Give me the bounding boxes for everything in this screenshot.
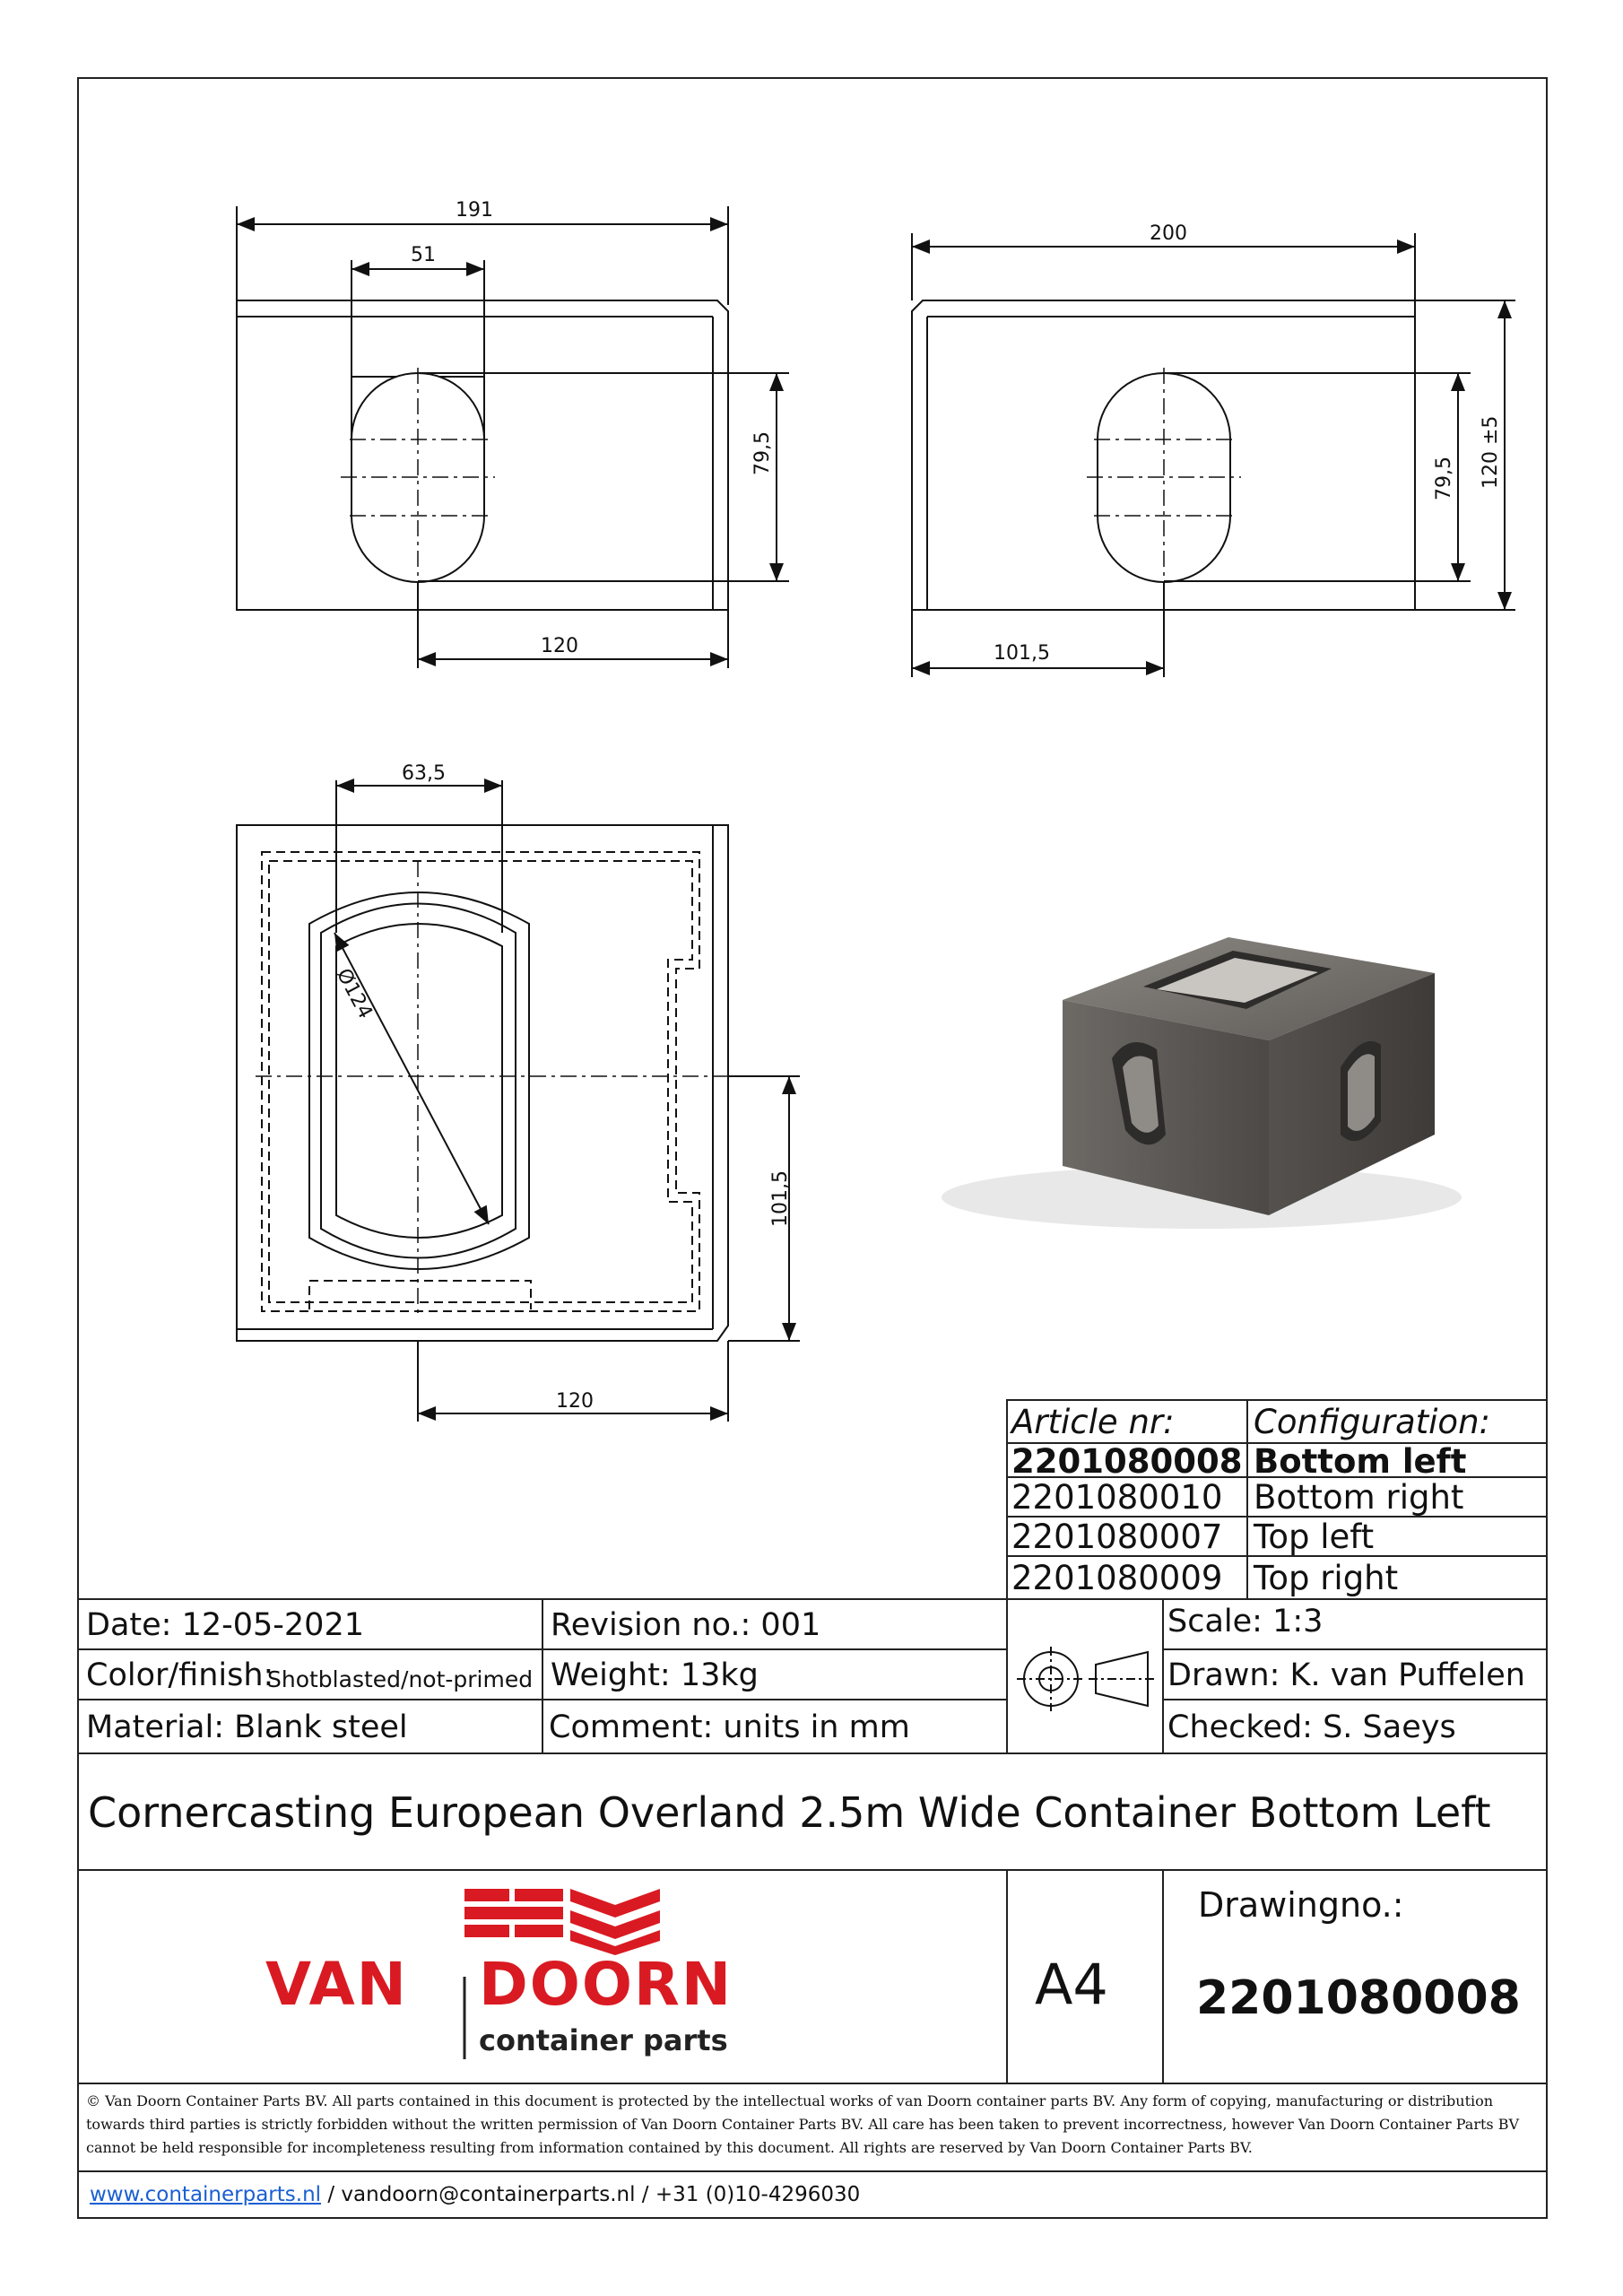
logo-brand-right: DOORN — [479, 1950, 733, 2019]
dim-63-5: 63,5 — [402, 762, 446, 785]
view-plan — [237, 780, 800, 1422]
projection-symbol-icon — [1008, 1600, 1166, 1756]
color-finish-value: Shotblasted/not-primed — [267, 1666, 534, 1692]
drawing-number-label: Drawingno.: — [1198, 1885, 1404, 1925]
dim-191: 191 — [456, 199, 493, 222]
dim-120-tolerance: 120 ±5 — [1480, 415, 1502, 489]
configuration-header: Configuration: — [1254, 1403, 1490, 1441]
dim-120-bottom: 120 — [556, 1390, 594, 1413]
date-field: Date: 12-05-2021 — [86, 1607, 364, 1643]
table-row: 2201080010 — [1006, 1476, 1248, 1518]
logo-brand-left: VAN — [265, 1950, 408, 2019]
website-link[interactable]: www.containerparts.nl — [90, 2183, 322, 2206]
revision-field: Revision no.: 001 — [551, 1607, 821, 1643]
contact-info: / vandoorn@containerparts.nl / +31 (0)10-4296030 — [321, 2183, 861, 2206]
copyright-notice: © Van Doorn Container Parts BV. All parts contained in this document is protected by the intellectual works of van Doorn container parts BV. Any form of copying, manufacturing or distribution towards third parties is strictly forbidden without the written permission of Van Doorn Container Parts BV. All care has been taken to prevent incorrectness, however Van Doorn Container Parts BV cannot be held responsible for incompleteness resulting from information contained by this document. All rights are reserved by Van Doorn Container Parts BV. — [86, 2092, 1520, 2156]
color-finish-label: Color/finish: — [86, 1657, 274, 1693]
dim-120-top: 120 — [541, 635, 578, 657]
scale-field: Scale: 1:3 — [1167, 1604, 1324, 1639]
dim-101-5-top: 101,5 — [994, 642, 1050, 665]
dim-101-5-bottom: 101,5 — [769, 1170, 792, 1227]
table-row: 2201080009 — [1006, 1555, 1248, 1600]
comment-field: Comment: units in mm — [549, 1709, 910, 1745]
footer — [77, 2170, 1548, 2219]
dim-200: 200 — [1150, 222, 1187, 245]
dim-51: 51 — [411, 244, 436, 266]
dim-diameter-124: Ø124 — [331, 965, 377, 1023]
projection-symbol-cell — [1006, 1598, 1164, 1754]
dim-79-5-left: 79,5 — [751, 431, 774, 475]
logo-tagline: container parts — [479, 2023, 728, 2057]
drawing-number: 2201080008 — [1196, 1971, 1521, 2025]
product-rendering — [942, 937, 1462, 1229]
view-side-left — [237, 206, 789, 668]
view-side-right — [912, 233, 1515, 677]
drawn-field: Drawn: K. van Puffelen — [1167, 1657, 1525, 1693]
table-row: 2201080008 — [1006, 1442, 1248, 1478]
dim-79-5-right: 79,5 — [1433, 457, 1455, 500]
drawing-title: Cornercasting European Overland 2.5m Wide Container Bottom Left — [88, 1788, 1491, 1837]
article-header: Article nr: — [1011, 1403, 1175, 1441]
paper-size: A4 — [1035, 1952, 1108, 2017]
weight-field: Weight: 13kg — [551, 1657, 759, 1693]
table-row: 2201080007 — [1006, 1516, 1248, 1557]
logo-cell — [77, 1869, 1008, 2084]
material-field: Material: Blank steel — [86, 1709, 408, 1745]
checked-field: Checked: S. Saeys — [1167, 1709, 1456, 1745]
